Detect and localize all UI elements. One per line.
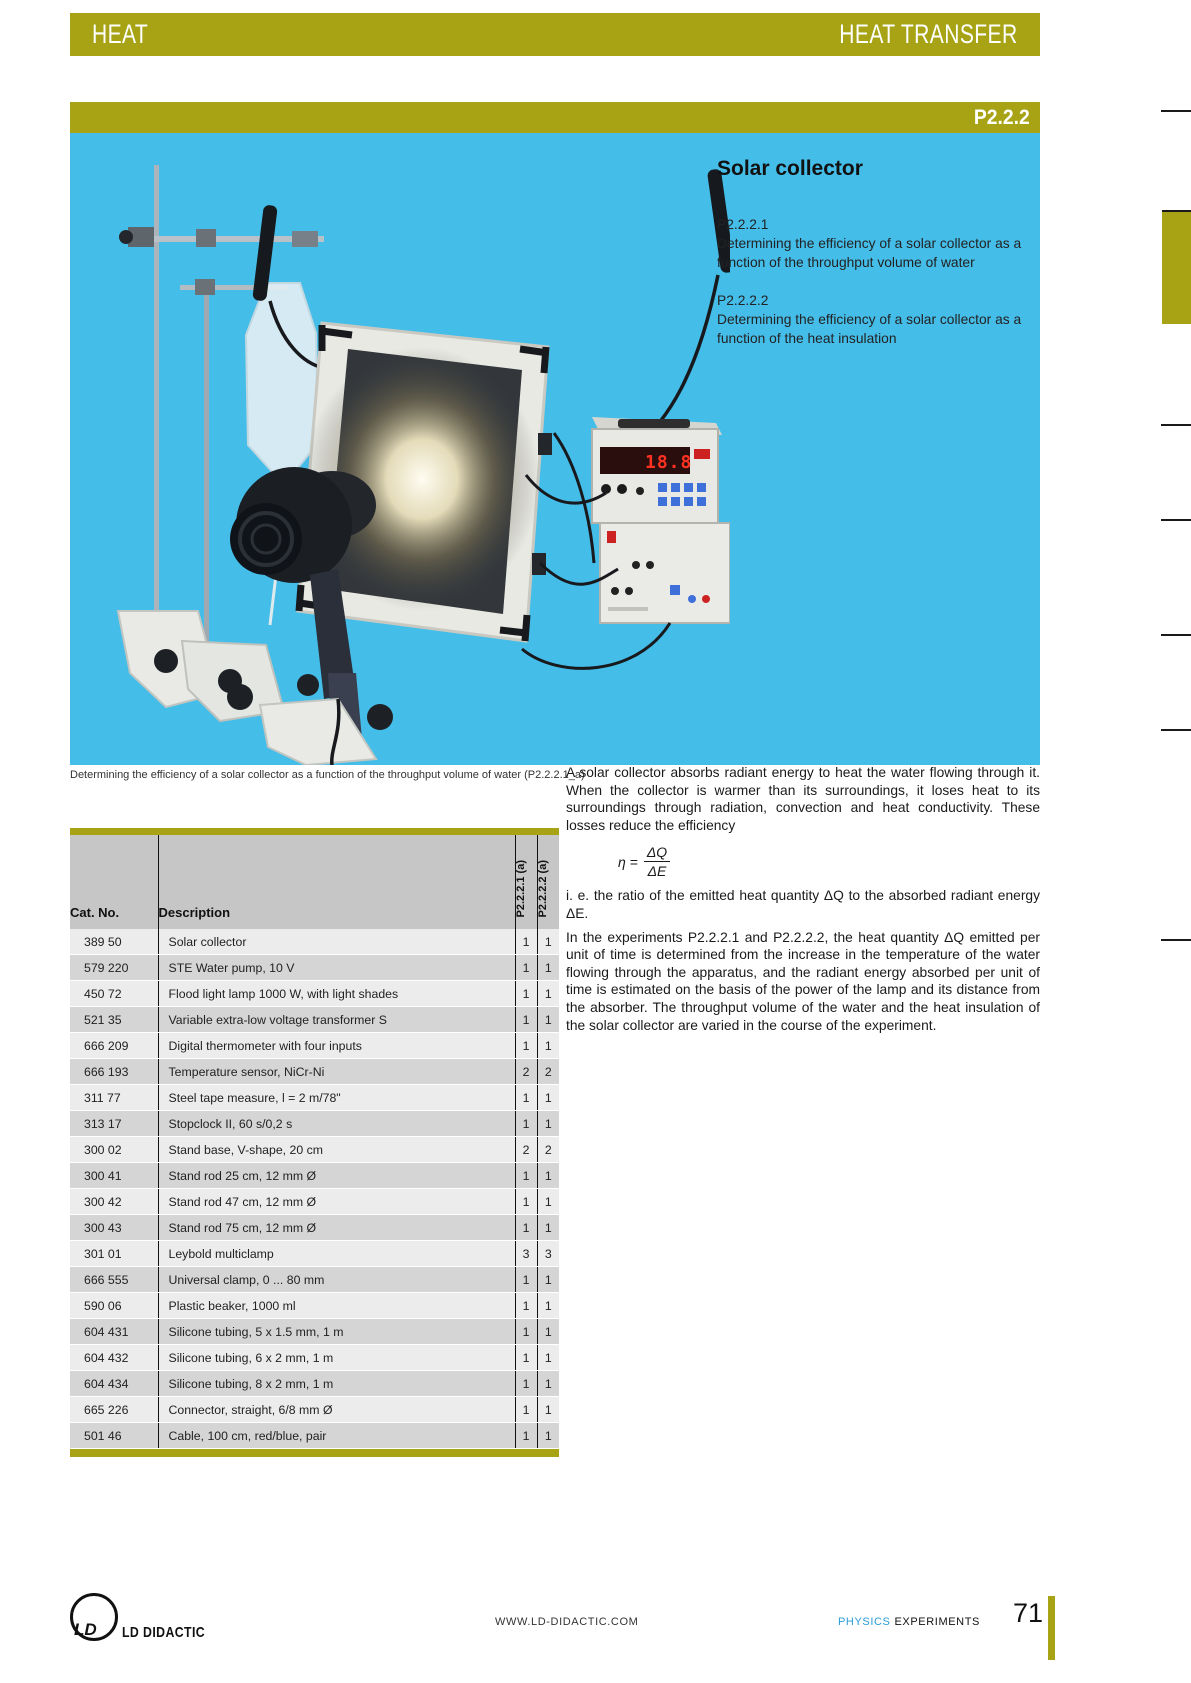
cat-no-cell: 311 77 xyxy=(70,1085,158,1111)
qty1-cell: 1 xyxy=(515,1033,537,1059)
description-cell: Plastic beaker, 1000 ml xyxy=(158,1293,515,1319)
cat-no-cell: 301 01 xyxy=(70,1241,158,1267)
efficiency-formula xyxy=(618,844,1040,879)
table-row xyxy=(70,1215,559,1241)
description-cell: Silicone tubing, 8 x 2 mm, 1 m xyxy=(158,1371,515,1397)
experiment-1-text: Determining the efficiency of a solar collector as a function of the throughput volume of water xyxy=(717,236,1022,270)
col-header-cat-no: Cat. No. xyxy=(70,835,158,929)
qty2-cell: 1 xyxy=(537,1371,559,1397)
qty2-cell: 1 xyxy=(537,955,559,981)
description-cell: Stand rod 75 cm, 12 mm Ø xyxy=(158,1215,515,1241)
table-row xyxy=(70,1137,559,1163)
cat-no-cell: 579 220 xyxy=(70,955,158,981)
apparatus-photo xyxy=(70,133,730,765)
table-header-row xyxy=(70,835,559,929)
qty2-cell: 1 xyxy=(537,1345,559,1371)
qty1-cell: 1 xyxy=(515,1371,537,1397)
table-row xyxy=(70,1163,559,1189)
chapter-title: HEAT xyxy=(92,19,149,49)
parts-table-section xyxy=(70,828,559,1457)
table-row xyxy=(70,1345,559,1371)
page-edge-mark xyxy=(1161,634,1191,636)
qty1-cell: 1 xyxy=(515,1319,537,1345)
qty1-cell: 1 xyxy=(515,1215,537,1241)
qty1-cell: 1 xyxy=(515,1267,537,1293)
table-row xyxy=(70,1371,559,1397)
description-cell: Stand rod 47 cm, 12 mm Ø xyxy=(158,1189,515,1215)
qty2-cell: 1 xyxy=(537,1085,559,1111)
qty2-cell: 1 xyxy=(537,1423,559,1449)
qty2-cell: 1 xyxy=(537,1319,559,1345)
table-row xyxy=(70,1293,559,1319)
description-cell: Temperature sensor, NiCr-Ni xyxy=(158,1059,515,1085)
table-top-rule xyxy=(70,828,559,835)
ld-didactic-logo xyxy=(70,1593,223,1641)
cat-no-cell: 300 43 xyxy=(70,1215,158,1241)
temperature-sensor-right xyxy=(630,169,730,451)
description-cell: Variable extra-low voltage transformer S xyxy=(158,1007,515,1033)
led-display: 18.8 xyxy=(645,452,693,473)
photo-caption: Determining the efficiency of a solar collector as a function of the throughput volume of water (P2.2.2.1_a) xyxy=(70,769,585,781)
cat-no-cell: 450 72 xyxy=(70,981,158,1007)
table-row xyxy=(70,1319,559,1345)
table-row xyxy=(70,955,559,981)
formula-denominator: ΔE xyxy=(647,863,667,880)
cat-no-cell: 604 434 xyxy=(70,1371,158,1397)
website-url: WWW.LD-DIDACTIC.COM xyxy=(495,1616,639,1628)
qty1-cell: 1 xyxy=(515,1293,537,1319)
page-edge-mark xyxy=(1161,519,1191,521)
cat-no-cell: 300 42 xyxy=(70,1189,158,1215)
qty1-cell: 1 xyxy=(515,955,537,981)
description-column xyxy=(566,764,1040,1036)
qty2-cell: 1 xyxy=(537,929,559,955)
apparatus-figure xyxy=(70,133,1040,765)
formula-lhs: η = xyxy=(618,853,638,870)
cat-no-cell: 665 226 xyxy=(70,1397,158,1423)
intro-text-block xyxy=(717,157,1037,367)
voltage-transformer xyxy=(600,523,730,623)
parts-table xyxy=(70,835,559,1449)
qty1-cell: 3 xyxy=(515,1241,537,1267)
qty1-cell: 1 xyxy=(515,1345,537,1371)
table-row xyxy=(70,1423,559,1449)
qty1-cell: 2 xyxy=(515,1059,537,1085)
description-cell: Leybold multiclamp xyxy=(158,1241,515,1267)
section-title: HEAT TRANSFER xyxy=(839,19,1018,49)
cat-no-cell: 300 41 xyxy=(70,1163,158,1189)
qty1-cell: 1 xyxy=(515,981,537,1007)
description-cell: Cable, 100 cm, red/blue, pair xyxy=(158,1423,515,1449)
page-edge-mark xyxy=(1161,110,1191,112)
footer-accent-bar xyxy=(1048,1596,1055,1660)
cat-no-cell: 521 35 xyxy=(70,1007,158,1033)
formula-numerator: ΔQ xyxy=(644,844,670,862)
cat-no-cell: 501 46 xyxy=(70,1423,158,1449)
qty1-cell: 1 xyxy=(515,1111,537,1137)
qty2-cell: 1 xyxy=(537,1189,559,1215)
qty2-cell: 3 xyxy=(537,1241,559,1267)
qty1-cell: 1 xyxy=(515,1163,537,1189)
description-cell: Stopclock II, 60 s/0,2 s xyxy=(158,1111,515,1137)
description-cell: STE Water pump, 10 V xyxy=(158,955,515,981)
formula-fraction xyxy=(644,844,670,879)
page-edge-mark xyxy=(1161,424,1191,426)
table-row xyxy=(70,1033,559,1059)
body-paragraph-3: In the experiments P2.2.2.1 and P2.2.2.2, the heat quantity ΔQ emitted per unit of time is determined from the increase in the temperature of the water flowing through the apparatus, and the radiant energy absorbed per unit of time is estimated on the basis of the power of the lamp and its distance from the absorber. The throughput volume of the water and the heat insulation of the solar collector are varied in the course of the experiment. xyxy=(566,929,1040,1033)
chapter-header-bar xyxy=(70,13,1040,56)
qty1-cell: 2 xyxy=(515,1137,537,1163)
experiment-2 xyxy=(717,291,1037,348)
table-row xyxy=(70,1397,559,1423)
table-row xyxy=(70,929,559,955)
col-header-description: Description xyxy=(158,835,515,929)
table-row xyxy=(70,1007,559,1033)
qty2-cell: 2 xyxy=(537,1059,559,1085)
cat-no-cell: 604 431 xyxy=(70,1319,158,1345)
qty1-cell: 1 xyxy=(515,1423,537,1449)
table-row xyxy=(70,981,559,1007)
page-edge-tab xyxy=(1162,210,1191,324)
description-cell: Universal clamp, 0 ... 80 mm xyxy=(158,1267,515,1293)
qty1-cell: 1 xyxy=(515,1007,537,1033)
topic-title: Solar collector xyxy=(717,157,863,180)
qty2-cell: 1 xyxy=(537,1163,559,1189)
col-header-p2222a: P2.2.2.2 (a) xyxy=(537,835,559,929)
qty1-cell: 1 xyxy=(515,1189,537,1215)
experiment-2-text: Determining the efficiency of a solar collector as a function of the heat insulation xyxy=(717,312,1022,346)
description-cell: Flood light lamp 1000 W, with light shades xyxy=(158,981,515,1007)
qty1-cell: 1 xyxy=(515,929,537,955)
experiment-code: P2.2.2 xyxy=(974,105,1030,129)
table-row xyxy=(70,1111,559,1137)
cat-no-cell: 389 50 xyxy=(70,929,158,955)
cat-no-cell: 300 02 xyxy=(70,1137,158,1163)
page-edge-mark xyxy=(1161,729,1191,731)
description-cell: Stand base, V-shape, 20 cm xyxy=(158,1137,515,1163)
description-cell: Steel tape measure, l = 2 m/78" xyxy=(158,1085,515,1111)
experiment-1 xyxy=(717,215,1037,272)
qty2-cell: 1 xyxy=(537,1007,559,1033)
qty2-cell: 2 xyxy=(537,1137,559,1163)
table-row xyxy=(70,1085,559,1111)
series-physics: PHYSICS xyxy=(838,1616,891,1628)
cat-no-cell: 666 209 xyxy=(70,1033,158,1059)
qty1-cell: 1 xyxy=(515,1085,537,1111)
ld-logo-icon: LD xyxy=(70,1593,118,1641)
experiment-2-code: P2.2.2.2 xyxy=(717,293,769,308)
cat-no-cell: 313 17 xyxy=(70,1111,158,1137)
description-cell: Silicone tubing, 5 x 1.5 mm, 1 m xyxy=(158,1319,515,1345)
qty2-cell: 1 xyxy=(537,1397,559,1423)
table-row xyxy=(70,1059,559,1085)
cat-no-cell: 590 06 xyxy=(70,1293,158,1319)
table-row xyxy=(70,1189,559,1215)
description-cell: Solar collector xyxy=(158,929,515,955)
experiment-code-bar xyxy=(70,102,1040,133)
qty2-cell: 1 xyxy=(537,981,559,1007)
page-number: 71 xyxy=(1013,1598,1044,1628)
col-header-p2221a: P2.2.2.1 (a) xyxy=(515,835,537,929)
description-cell: Connector, straight, 6/8 mm Ø xyxy=(158,1397,515,1423)
parts-table-body xyxy=(70,929,559,1449)
digital-thermometer xyxy=(592,417,722,523)
qty2-cell: 1 xyxy=(537,1215,559,1241)
qty2-cell: 1 xyxy=(537,1111,559,1137)
table-bottom-rule xyxy=(70,1449,559,1457)
table-row xyxy=(70,1267,559,1293)
qty1-cell: 1 xyxy=(515,1397,537,1423)
page-edge-mark xyxy=(1161,939,1191,941)
cat-no-cell: 604 432 xyxy=(70,1345,158,1371)
table-row xyxy=(70,1241,559,1267)
brand-name: LD DIDACTIC xyxy=(122,1624,206,1641)
cat-no-cell: 666 555 xyxy=(70,1267,158,1293)
body-paragraph-1: A solar collector absorbs radiant energy to heat the water flowing through it. When the collector is warmer than its surroundings, it loses heat to its surroundings through radiation, convection and heat conductivity. These losses reduce the efficiency xyxy=(566,765,1040,833)
description-cell: Stand rod 25 cm, 12 mm Ø xyxy=(158,1163,515,1189)
description-cell: Digital thermometer with four inputs xyxy=(158,1033,515,1059)
qty2-cell: 1 xyxy=(537,1293,559,1319)
description-cell: Silicone tubing, 6 x 2 mm, 1 m xyxy=(158,1345,515,1371)
body-paragraph-2: i. e. the ratio of the emitted heat quantity ΔQ to the absorbed radiant energy ΔE. xyxy=(566,888,1040,921)
series-experiments: EXPERIMENTS xyxy=(894,1616,980,1628)
cat-no-cell: 666 193 xyxy=(70,1059,158,1085)
qty2-cell: 1 xyxy=(537,1267,559,1293)
page-footer xyxy=(0,1590,1191,1670)
series-label xyxy=(838,1616,980,1628)
experiment-1-code: P2.2.2.1 xyxy=(717,217,769,232)
qty2-cell: 1 xyxy=(537,1033,559,1059)
